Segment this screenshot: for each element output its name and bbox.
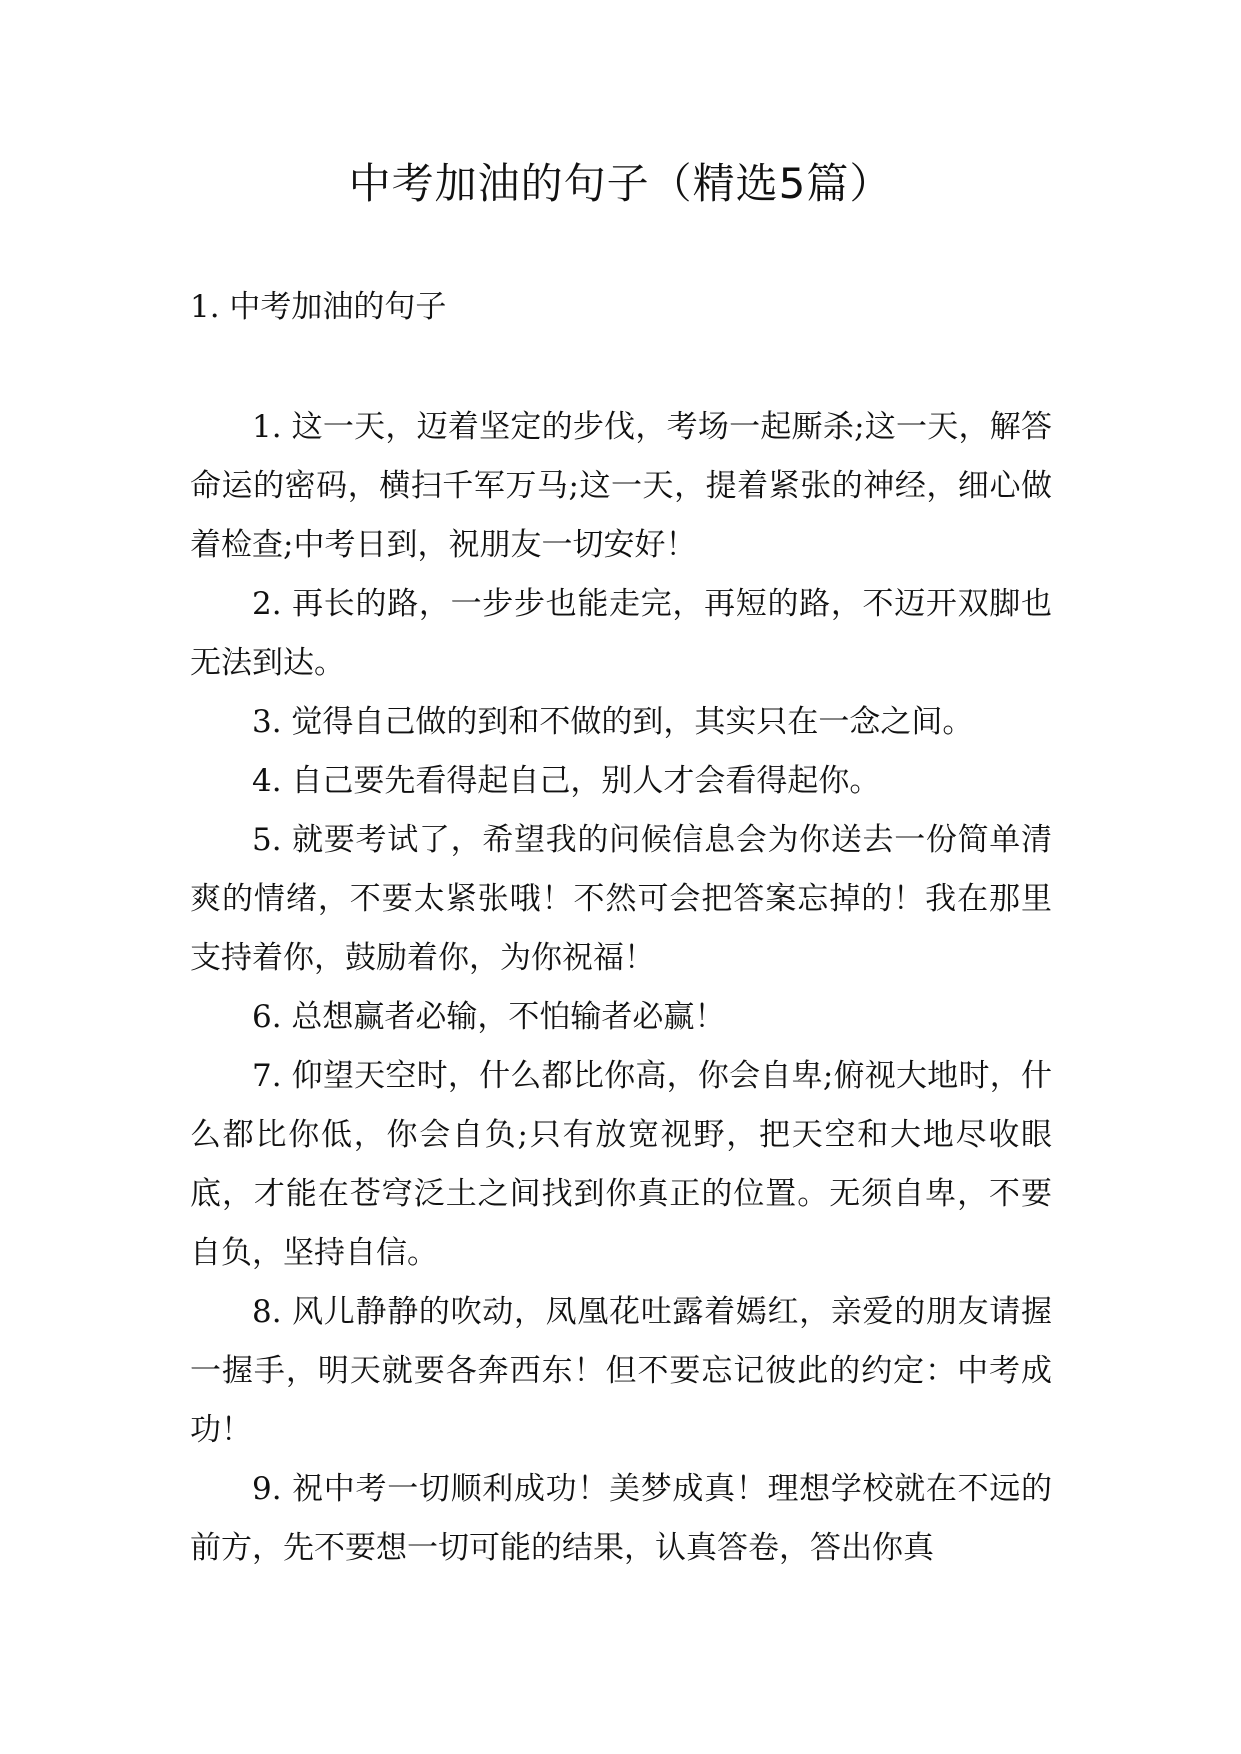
section-heading: 1. 中考加油的句子 xyxy=(190,289,447,325)
paragraph-1: 1. 这一天，迈着坚定的步伐，考场一起厮杀;这一天，解答命运的密码，横扫千军万马;这一天，提着紧张的神经，细心做着检查;中考日到，祝朋友一切安好！ xyxy=(190,409,1052,563)
paragraph-3: 3. 觉得自己做的到和不做的到，其实只在一念之间。 xyxy=(252,704,974,740)
paragraph-4: 4. 自己要先看得起自己，别人才会看得起你。 xyxy=(252,763,881,799)
paragraph-7: 7. 仰望天空时，什么都比你高，你会自卑;俯视大地时，什么都比你低，你会自负;只有放宽视野，把天空和大地尽收眼底，才能在苍穹泛土之间找到你真正的位置。无须自卑，不要自负，坚持自信。 xyxy=(190,1058,1052,1271)
paragraph-6: 6. 总想赢者必输，不怕输者必赢！ xyxy=(252,999,726,1035)
paragraph-8: 8. 风儿静静的吹动，凤凰花吐露着嫣红，亲爱的朋友请握一握手，明天就要各奔西东！但不要忘记彼此的约定：中考成功！ xyxy=(190,1294,1052,1448)
paragraph-5: 5. 就要考试了，希望我的问候信息会为你送去一份简单清爽的情绪，不要太紧张哦！不然可会把答案忘掉的！我在那里支持着你，鼓励着你，为你祝福！ xyxy=(190,822,1052,976)
body-text xyxy=(190,398,1052,1578)
paragraph-2: 2. 再长的路，一步步也能走完，再短的路，不迈开双脚也无法到达。 xyxy=(190,586,1052,681)
paragraph-9: 9. 祝中考一切顺利成功！美梦成真！理想学校就在不远的前方，先不要想一切可能的结果，认真答卷，答出你真 xyxy=(190,1471,1052,1566)
page-title: 中考加油的句子（精选5篇） xyxy=(348,159,893,208)
